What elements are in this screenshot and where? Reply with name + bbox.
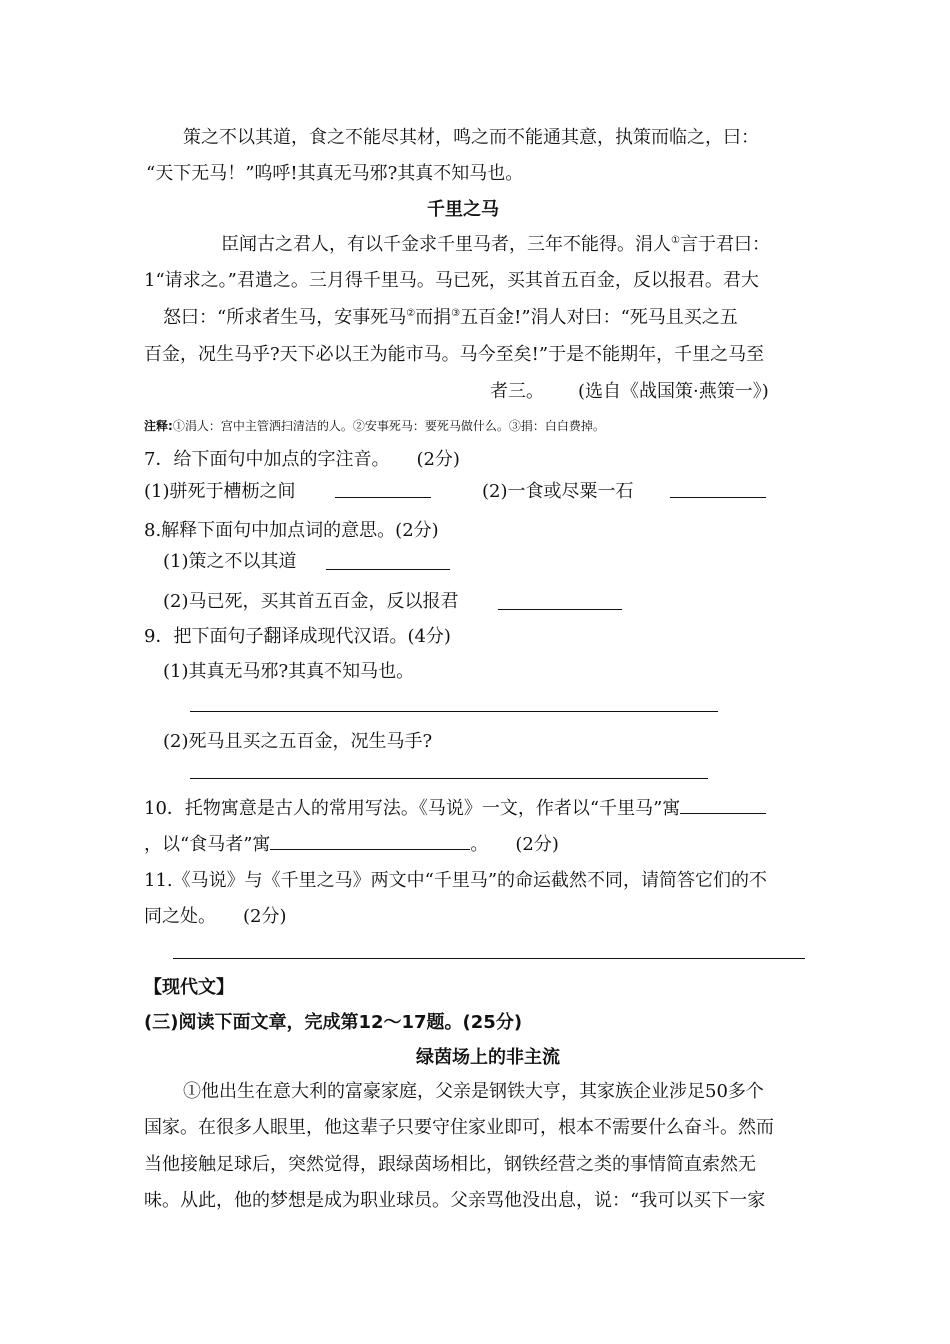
passage-b-line-3-a: 怒曰：“所求者生马，安事死马 xyxy=(163,307,407,328)
passage-b-line-3-b: 而捐 xyxy=(415,307,452,328)
question-11-line-2: 同之处。 (2分) xyxy=(144,906,287,927)
footnote-3: ③ xyxy=(451,308,461,319)
question-10-text-b: ，以“食马者”寓 xyxy=(144,834,271,855)
question-8-1: (1)策之不以其道 xyxy=(163,551,297,572)
passage-b-line-1-tail: 言于君曰： xyxy=(679,234,770,255)
article-paragraph-1-line-1: ①他出生在意大利的富豪家庭，父亲是钢铁大亨，其家族企业涉足50多个 xyxy=(183,1081,764,1102)
section-heading: 【现代文】 xyxy=(144,977,234,998)
passage-b-line-3-c: 五百金!”涓人对曰：“死马且买之五 xyxy=(460,307,738,328)
question-11-line-1: 11.《马说》与《千里之马》两文中“千里马”的命运截然不同，请简答它们的不 xyxy=(144,870,768,891)
question-9-1: (1)其真无马邪?其真不知马也。 xyxy=(163,661,415,682)
passage-source: (选自《战国策·燕策一》) xyxy=(578,381,769,402)
question-9: 9．把下面句子翻译成现代汉语。(4分) xyxy=(144,626,451,647)
passage-b-line-3 xyxy=(163,306,738,330)
passage-b-line-1 xyxy=(221,233,770,257)
question-10-text-a: 10．托物寓意是古人的常用写法。《马说》一文，作者以“千里马”寓 xyxy=(144,798,681,819)
annotation xyxy=(144,418,605,434)
annotation-text: ①涓人：宫中主管洒扫清洁的人。②安事死马：要死马做什么。③捐：白白费掉。 xyxy=(172,419,605,433)
annotation-label: 注释: xyxy=(144,419,173,433)
footnote-2: ② xyxy=(406,308,416,319)
question-10-line-1 xyxy=(144,797,766,821)
answer-line-9-1[interactable] xyxy=(190,711,718,712)
footnote-1: ① xyxy=(671,235,680,246)
answer-blank-7-2[interactable] xyxy=(670,481,766,498)
answer-blank-10-2[interactable] xyxy=(270,833,470,850)
article-title: 绿茵场上的非主流 xyxy=(416,1047,560,1068)
article-paragraph-1-line-3: 当他接触足球后，突然觉得，跟绿茵场相比，钢铁经营之类的事情简直索然无 xyxy=(144,1154,756,1175)
question-9-2: (2)死马且买之五百金，况生马手? xyxy=(163,731,433,752)
article-paragraph-1-line-4: 味。从此，他的梦想是成为职业球员。父亲骂他没出息，说：“我可以买下一家 xyxy=(144,1190,766,1211)
section-instruction: (三)阅读下面文章，完成第12～17题。(25分) xyxy=(144,1012,523,1033)
question-7: 7．给下面句中加点的字注音。 (2分) xyxy=(144,449,460,470)
answer-blank-7-1[interactable] xyxy=(335,481,431,498)
passage-b-line-1-text: 臣闻古之君人，有以千金求千里马者，三年不能得。涓人 xyxy=(221,234,671,255)
article-paragraph-1-line-2: 国家。在很多人眼里，他这辈子只要守住家业即可，根本不需要什么奋斗。然而 xyxy=(144,1117,774,1138)
question-10-line-2 xyxy=(144,833,559,857)
passage-b-line-4: 百金，况生马乎?天下必以王为能市马。马今至矣!”于是不能期年，千里之马至 xyxy=(144,344,765,365)
passage-b-line-5-a: 者三。 xyxy=(490,381,544,402)
question-7-2: (2)一食或尽粟一石 xyxy=(482,481,634,502)
answer-blank-8-2[interactable] xyxy=(498,593,622,610)
answer-line-11[interactable] xyxy=(173,958,805,959)
answer-blank-8-1[interactable] xyxy=(326,553,450,570)
passage-b-title: 千里之马 xyxy=(427,199,499,220)
passage-a-line-2: “天下无马！”呜呼!其真无马邪?其真不知马也。 xyxy=(146,163,524,184)
question-8: 8.解释下面句中加点词的意思。(2分) xyxy=(144,520,439,541)
passage-a-line-1: 策之不以其道，食之不能尽其材，鸣之而不能通其意，执策而临之，曰： xyxy=(183,127,759,148)
passage-b-line-2: 1“请求之。”君遣之。三月得千里马。马已死，买其首五百金，反以报君。君大 xyxy=(144,270,759,291)
question-7-1: (1)骈死于槽枥之间 xyxy=(144,481,296,502)
question-10-text-c: 。 (2分) xyxy=(470,834,559,855)
passage-b-line-5 xyxy=(490,380,769,404)
answer-blank-10-1[interactable] xyxy=(680,797,766,814)
answer-line-9-2[interactable] xyxy=(190,778,708,779)
question-8-2: (2)马已死，买其首五百金，反以报君 xyxy=(163,591,459,612)
